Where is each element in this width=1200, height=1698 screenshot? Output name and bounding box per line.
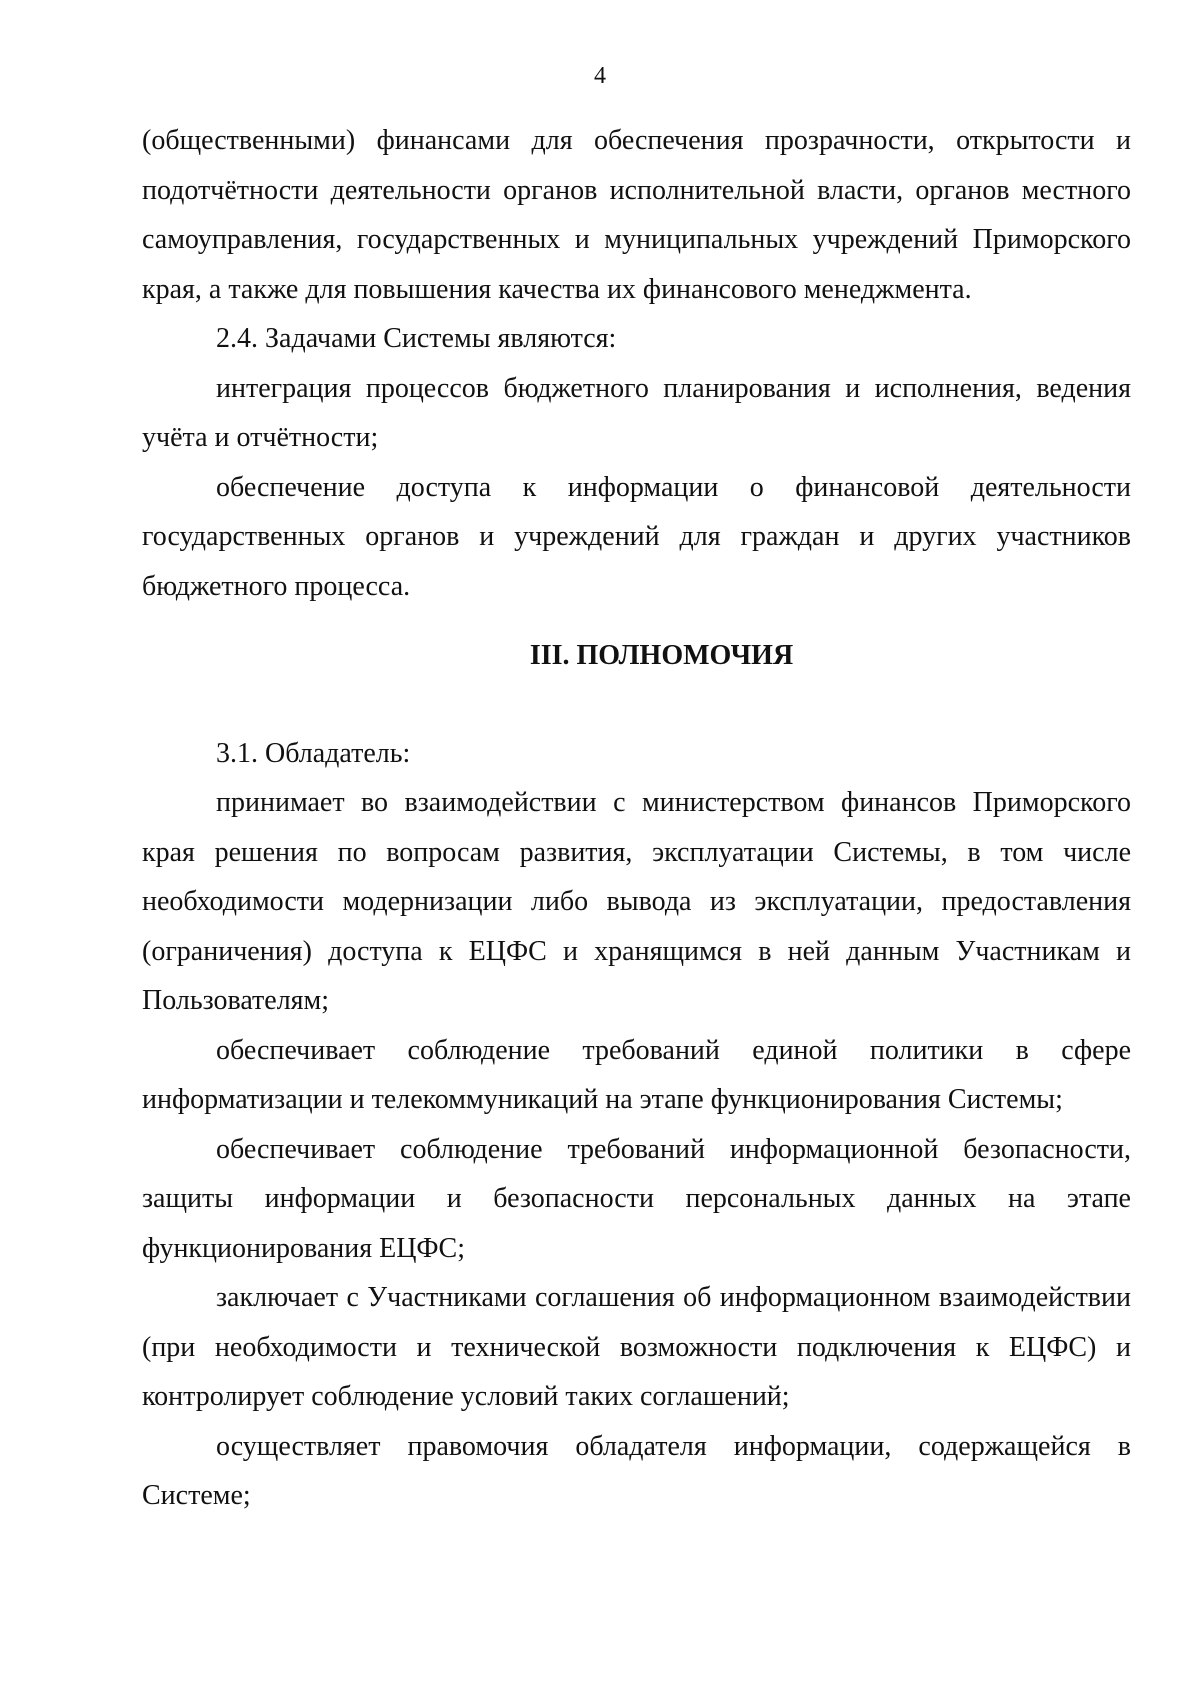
paragraph-task-integration: интеграция процессов бюджетного планирования и исполнения, ведения учёта и отчётности; [142, 372, 1131, 453]
section-heading: III. ПОЛНОМОЧИЯ [529, 640, 794, 671]
document-body [142, 116, 1131, 1521]
paragraph-owner-policy: обеспечивает соблюдение требований единой политики в сфере информатизации и телекоммуникаций на этапе функционирования Системы; [142, 1034, 1131, 1115]
paragraph-task-access: обеспечение доступа к информации о финансовой деятельности государственных органов и учреждений для граждан и других участников бюджетного процесса. [142, 471, 1131, 602]
paragraph-owner-security: обеспечивает соблюдение требований информационной безопасности, защиты информации и безопасности персональных данных на этапе функционирования ЕЦФС; [142, 1133, 1131, 1264]
page-number: 4 [594, 63, 606, 89]
paragraph-owner-agreements: заключает с Участниками соглашения об информационном взаимодействии (при необходимости и технической возможности подключения к ЕЦФС) и контролирует соблюдение условий таких соглашений; [142, 1282, 1131, 1412]
paragraph-owner-decisions: принимает во взаимодействии с министерством финансов Приморского края решения по вопросам развития, эксплуатации Системы, в том числе необходимости модернизации либо вывода из эксплуатации, предоставления (ограничения) доступа к ЕЦФС и хранящимся в ней данным Участникам и Пользователям; [142, 787, 1131, 1016]
paragraph-continuation: (общественными) финансами для обеспечения прозрачности, открытости и подотчётности деятельности органов исполнительной власти, органов местного самоуправления, государственных и муниципальных учреждений Приморского края, а также для повышения качества их финансового менеджмента. [142, 125, 1131, 305]
paragraph-owner-rights: осуществляет правомочия обладателя информации, содержащейся в Системе; [142, 1430, 1131, 1511]
paragraph-3-1-heading: 3.1. Обладатель: [216, 737, 411, 769]
paragraph-2-4-heading: 2.4. Задачами Системы являются: [216, 323, 617, 354]
